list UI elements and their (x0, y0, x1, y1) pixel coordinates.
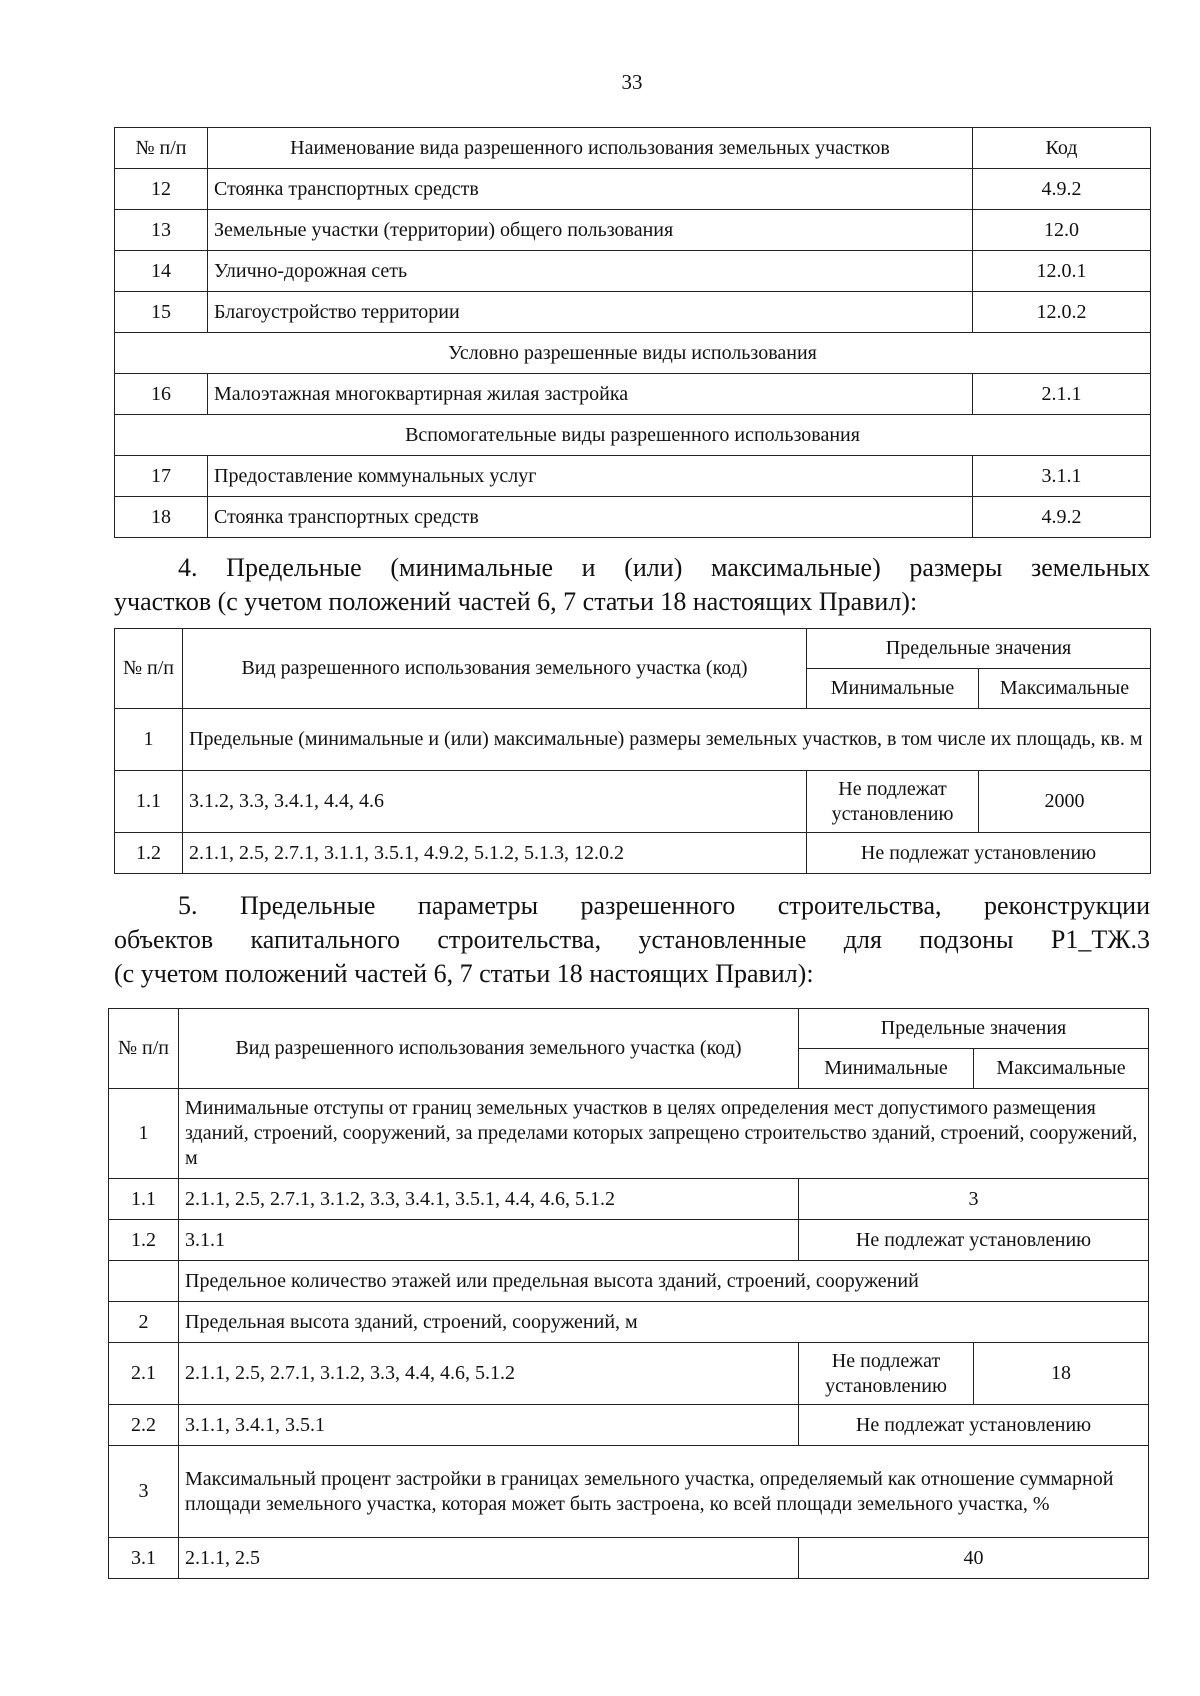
section-row-auxiliary (115, 415, 1151, 456)
table-header-row (115, 629, 1151, 669)
row-code: 12.0.1 (973, 251, 1151, 292)
table-row (115, 292, 1151, 333)
building-params-table (108, 1008, 1149, 1579)
row-code: 2.1.1 (973, 374, 1151, 415)
row-value: 40 (799, 1538, 1149, 1579)
table-row (109, 1220, 1149, 1261)
row-num: 17 (115, 456, 208, 497)
row-name: Стоянка транспортных средств (208, 497, 973, 538)
table-row (115, 210, 1151, 251)
table-row (115, 771, 1151, 833)
row-num: 13 (115, 210, 208, 251)
row-num: 1 (115, 709, 183, 771)
header-name: Наименование вида разрешенного использования земельных участков (208, 128, 973, 169)
row-codes: 2.1.1, 2.5, 2.7.1, 3.1.1, 3.5.1, 4.9.2, 5.1.2, 5.1.3, 12.0.2 (183, 833, 807, 874)
plot-size-table (114, 628, 1151, 874)
table-row (115, 497, 1151, 538)
table-row (109, 1302, 1149, 1343)
table-header-row (109, 1009, 1149, 1049)
row-text: Максимальный процент застройки в границах земельного участка, определяемый как отношение суммарной площади земельного участка, которая может быть застроена, ко всей площади земельного участка, % (179, 1446, 1149, 1538)
row-num: 1.2 (115, 833, 183, 874)
row-value: 3 (799, 1179, 1149, 1220)
header-min: Минимальные (807, 669, 979, 709)
row-text: Предельное количество этажей или предельная высота зданий, строений, сооружений (179, 1261, 1149, 1302)
row-num: 1.1 (115, 771, 183, 833)
row-codes: 2.1.1, 2.5 (179, 1538, 799, 1579)
section-row-conditional (115, 333, 1151, 374)
table-row (115, 709, 1151, 771)
table-row (109, 1261, 1149, 1302)
row-value: Не подлежат установлению (807, 833, 1151, 874)
row-num: 12 (115, 169, 208, 210)
row-value: Не подлежат установлению (799, 1405, 1149, 1446)
table-row (109, 1089, 1149, 1179)
row-max: 18 (974, 1343, 1149, 1405)
section-title-conditional: Условно разрешенные виды использования (115, 333, 1151, 374)
row-value: Не подлежат установлению (799, 1220, 1149, 1261)
permitted-use-table (114, 127, 1151, 538)
row-codes: 2.1.1, 2.5, 2.7.1, 3.1.2, 3.3, 3.4.1, 3.5.1, 4.4, 4.6, 5.1.2 (179, 1179, 799, 1220)
header-num: № п/п (115, 128, 208, 169)
row-num: 1.2 (109, 1220, 179, 1261)
row-name: Малоэтажная многоквартирная жилая застройка (208, 374, 973, 415)
row-name: Стоянка транспортных средств (208, 169, 973, 210)
table-row (109, 1446, 1149, 1538)
header-num: № п/п (109, 1009, 179, 1089)
row-max: 2000 (979, 771, 1151, 833)
header-min: Минимальные (799, 1049, 974, 1089)
row-code: 4.9.2 (973, 169, 1151, 210)
row-min: Не подлежат установлению (799, 1343, 974, 1405)
row-num: 3.1 (109, 1538, 179, 1579)
row-num: 2.2 (109, 1405, 179, 1446)
header-num: № п/п (115, 629, 183, 709)
table-row (115, 374, 1151, 415)
row-min: Не подлежат установлению (807, 771, 979, 833)
header-limits: Предельные значения (807, 629, 1151, 669)
page-number: 33 (621, 70, 643, 94)
paragraph-5-line-2: объектов капитального строительства, установленные для подзоны Р1_ТЖ.3 (114, 925, 1150, 954)
row-name: Благоустройство территории (208, 292, 973, 333)
row-num-empty (109, 1261, 179, 1302)
table-row (109, 1179, 1149, 1220)
row-num: 2.1 (109, 1343, 179, 1405)
header-limits: Предельные значения (799, 1009, 1149, 1049)
row-code: 4.9.2 (973, 497, 1151, 538)
row-num: 18 (115, 497, 208, 538)
row-codes: 2.1.1, 2.5, 2.7.1, 3.1.2, 3.3, 4.4, 4.6, 5.1.2 (179, 1343, 799, 1405)
paragraph-4-line-2: участков (с учетом положений частей 6, 7 статьи 18 настоящих Правил): (114, 587, 918, 616)
row-num: 16 (115, 374, 208, 415)
paragraph-5-line-3: (с учетом положений частей 6, 7 статьи 18 настоящих Правил): (114, 959, 814, 988)
table-row (109, 1343, 1149, 1405)
header-max: Максимальные (974, 1049, 1149, 1089)
row-code: 12.0.2 (973, 292, 1151, 333)
table-row (115, 833, 1151, 874)
row-text: Минимальные отступы от границ земельных участков в целях определения мест допустимого размещения зданий, строений, сооружений, за пределами которых запрещено строительство зданий, строений, сооружений, м (179, 1089, 1149, 1179)
table-row (115, 456, 1151, 497)
header-kind: Вид разрешенного использования земельного участка (код) (179, 1009, 799, 1089)
header-code: Код (973, 128, 1151, 169)
table-row (109, 1405, 1149, 1446)
row-num: 3 (109, 1446, 179, 1538)
paragraph-4-line-1: 4. Предельные (минимальные и (или) максимальные) размеры земельных (178, 553, 1150, 582)
row-codes: 3.1.2, 3.3, 3.4.1, 4.4, 4.6 (183, 771, 807, 833)
header-max: Максимальные (979, 669, 1151, 709)
row-code: 12.0 (973, 210, 1151, 251)
paragraph-5-line-1: 5. Предельные параметры разрешенного строительства, реконструкции (178, 891, 1150, 920)
row-num: 14 (115, 251, 208, 292)
row-code: 3.1.1 (973, 456, 1151, 497)
paragraph-5 (114, 889, 1150, 991)
row-name: Предоставление коммунальных услуг (208, 456, 973, 497)
row-name: Улично-дорожная сеть (208, 251, 973, 292)
row-text: Предельная высота зданий, строений, сооружений, м (179, 1302, 1149, 1343)
row-num: 1 (109, 1089, 179, 1179)
paragraph-4 (114, 551, 1150, 619)
table-row (109, 1538, 1149, 1579)
row-text: Предельные (минимальные и (или) максимальные) размеры земельных участков, в том числе их площадь, кв. м (183, 709, 1151, 771)
row-codes: 3.1.1 (179, 1220, 799, 1261)
table-row (115, 169, 1151, 210)
header-kind: Вид разрешенного использования земельного участка (код) (183, 629, 807, 709)
row-codes: 3.1.1, 3.4.1, 3.5.1 (179, 1405, 799, 1446)
row-num: 15 (115, 292, 208, 333)
row-num: 2 (109, 1302, 179, 1343)
row-num: 1.1 (109, 1179, 179, 1220)
row-name: Земельные участки (территории) общего пользования (208, 210, 973, 251)
section-title-auxiliary: Вспомогательные виды разрешенного использования (115, 415, 1151, 456)
table-header-row (115, 128, 1151, 169)
table-row (115, 251, 1151, 292)
